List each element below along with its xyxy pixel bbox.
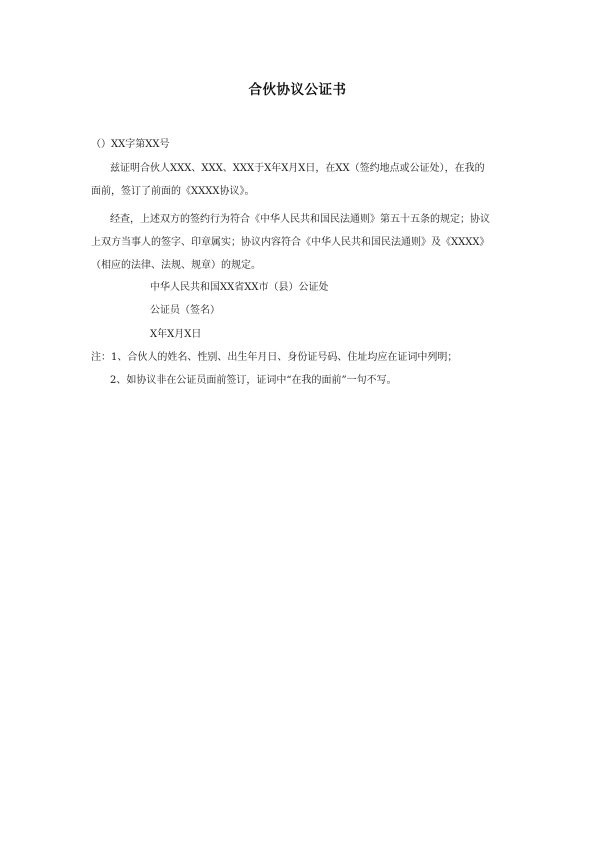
- paragraph-2-line-2: 上双方当事人的签字、印章属实；协议内容符合《中华人民共和国民法通则》及《XXXX》: [91, 237, 490, 248]
- paragraph-1-line-1: 兹证明合伙人XXX、XXX、XXX于X年X月X日，在XX（签约地点或公证处），在我的: [110, 163, 485, 174]
- paragraph-2-line-1: 经查，上述双方的签约行为符合《中华人民共和国民法通则》第五十五条的规定；协议: [110, 214, 490, 225]
- note-2: 2、如协议非在公证员面前签订，证词中“在我的面前”一句不写。: [110, 375, 397, 386]
- paragraph-2-line-3: （相应的法律、法规、规章）的规定。: [91, 260, 261, 271]
- notary-office: 中华人民共和国XX省XX市（县）公证处: [150, 282, 329, 293]
- notary-signature: 公证员（签名）: [150, 305, 220, 316]
- document-number: （）XX字第XX号: [91, 139, 170, 150]
- document-title: 合伙协议公证书: [248, 82, 347, 98]
- paragraph-1-line-2: 面前，签订了前面的《XXXX协议》。: [91, 186, 255, 197]
- signing-date: X年X月X日: [150, 329, 202, 340]
- note-1: 注：1、合伙人的姓名、性别、出生年月日、身份证号码、住址均应在证词中列明；: [91, 352, 458, 363]
